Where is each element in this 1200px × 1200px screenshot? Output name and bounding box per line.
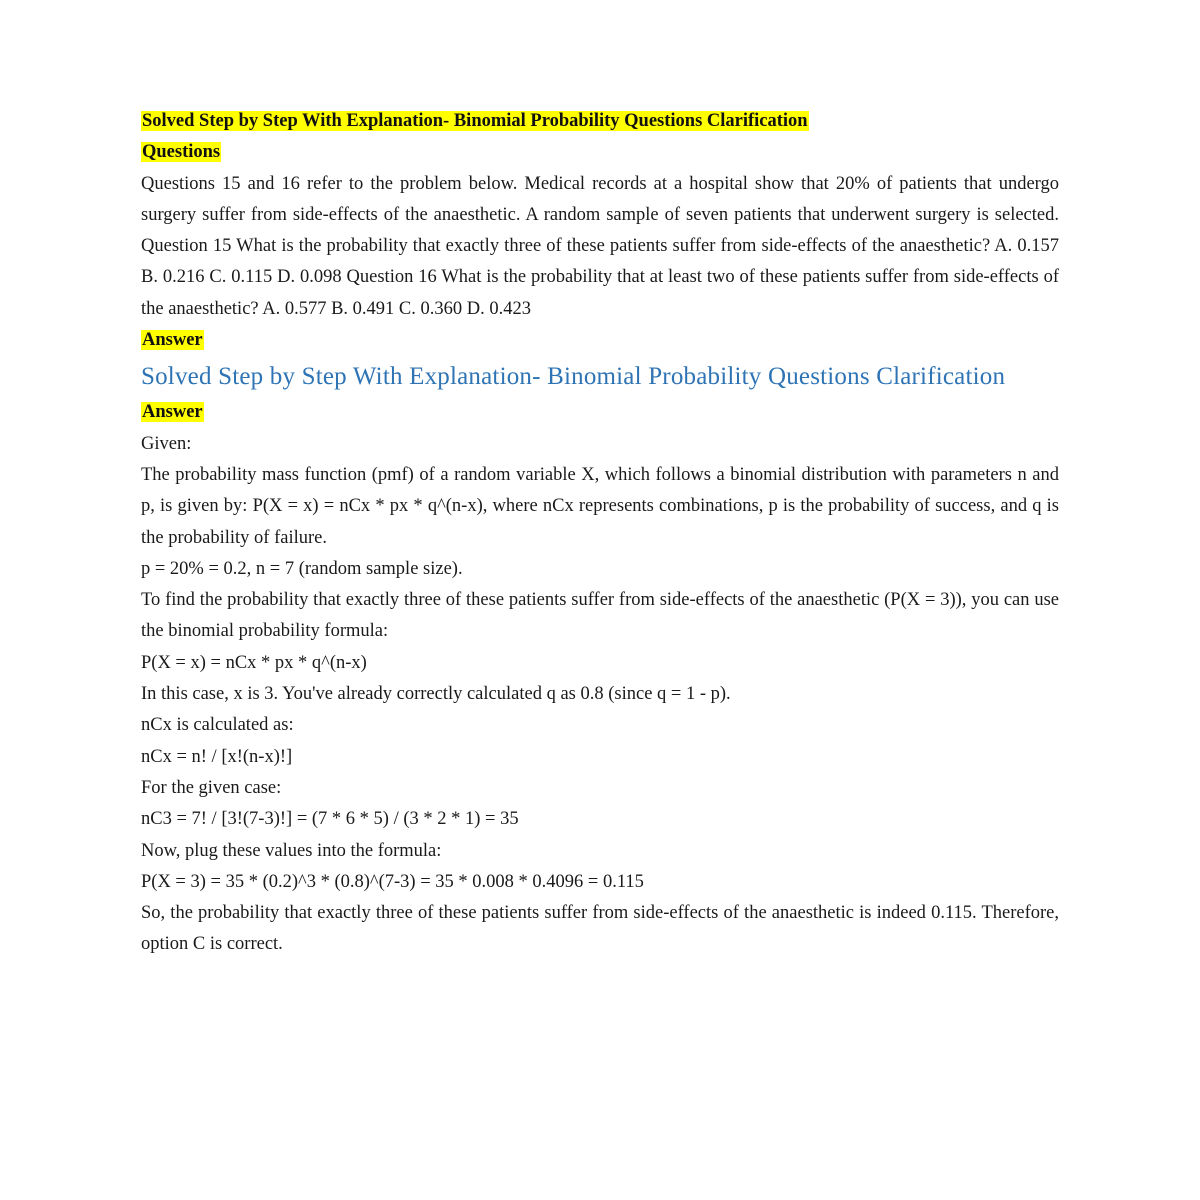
plug-line: Now, plug these values into the formula: bbox=[141, 840, 442, 861]
given-label: Given: bbox=[141, 433, 192, 454]
question-text: Questions 15 and 16 refer to the problem below. Medical records at a hospital show that 20% of patients that undergo surgery suffer from side-effects of the anaesthetic. A random sample of seven patients that underwent surgery is selected. Question 15 What is the probability that exactly three of these patients suffer from side-effects of the anaesthetic? A. 0.157 B. 0.216 C. 0.115 D. 0.098 Question 16 What is the probability that at least two of these patients suffer from side-effects of the anaesthetic? A. 0.577 B. 0.491 C. 0.360 D. 0.423 bbox=[141, 173, 1059, 319]
answer-label-row-2 bbox=[141, 397, 1059, 428]
section-heading: Solved Step by Step With Explanation- Binomial Probability Questions Clarification bbox=[141, 363, 1006, 391]
document-page bbox=[141, 106, 1059, 961]
nc3-line: nC3 = 7! / [3!(7-3)!] = (7 * 6 * 5) / (3 * 2 * 1) = 35 bbox=[141, 809, 519, 830]
given-case-line: For the given case: bbox=[141, 777, 282, 798]
conclusion-paragraph: So, the probability that exactly three of these patients suffer from side-effects of the anaesthetic is indeed 0.115. Therefore, option C is correct. bbox=[141, 903, 1059, 955]
case-line: In this case, x is 3. You've already correctly calculated q as 0.8 (since q = 1 - p). bbox=[141, 684, 731, 705]
formula-line: P(X = x) = nCx * px * q^(n-x) bbox=[141, 652, 367, 673]
ncx-formula-line: nCx = n! / [x!(n-x)!] bbox=[141, 746, 293, 767]
top-title: Solved Step by Step With Explanation- Binomial Probability Questions Clarification bbox=[142, 111, 808, 131]
top-title-row bbox=[141, 106, 1059, 137]
parameters-line: p = 20% = 0.2, n = 7 (random sample size). bbox=[141, 558, 463, 579]
questions-label: Questions bbox=[142, 142, 221, 163]
ncx-intro-line: nCx is calculated as: bbox=[141, 715, 294, 736]
pmf-paragraph: The probability mass function (pmf) of a random variable X, which follows a binomial distribution with parameters n and p, is given by: P(X = x) = nCx * px * q^(n-x), where nCx represents combinations, p is the probability of success, and q is the probability of failure. bbox=[141, 464, 1059, 548]
find-paragraph: To find the probability that exactly three of these patients suffer from side-effects of the anaesthetic (P(X = 3)), you can use the binomial probability formula: bbox=[141, 590, 1059, 642]
answer-label-row-1 bbox=[141, 325, 1059, 356]
answer-label-1: Answer bbox=[142, 330, 203, 351]
answer-label-2: Answer bbox=[142, 402, 203, 423]
questions-label-row bbox=[141, 137, 1059, 168]
result-calculation-line: P(X = 3) = 35 * (0.2)^3 * (0.8)^(7-3) = 35 * 0.008 * 0.4096 = 0.115 bbox=[141, 871, 644, 892]
